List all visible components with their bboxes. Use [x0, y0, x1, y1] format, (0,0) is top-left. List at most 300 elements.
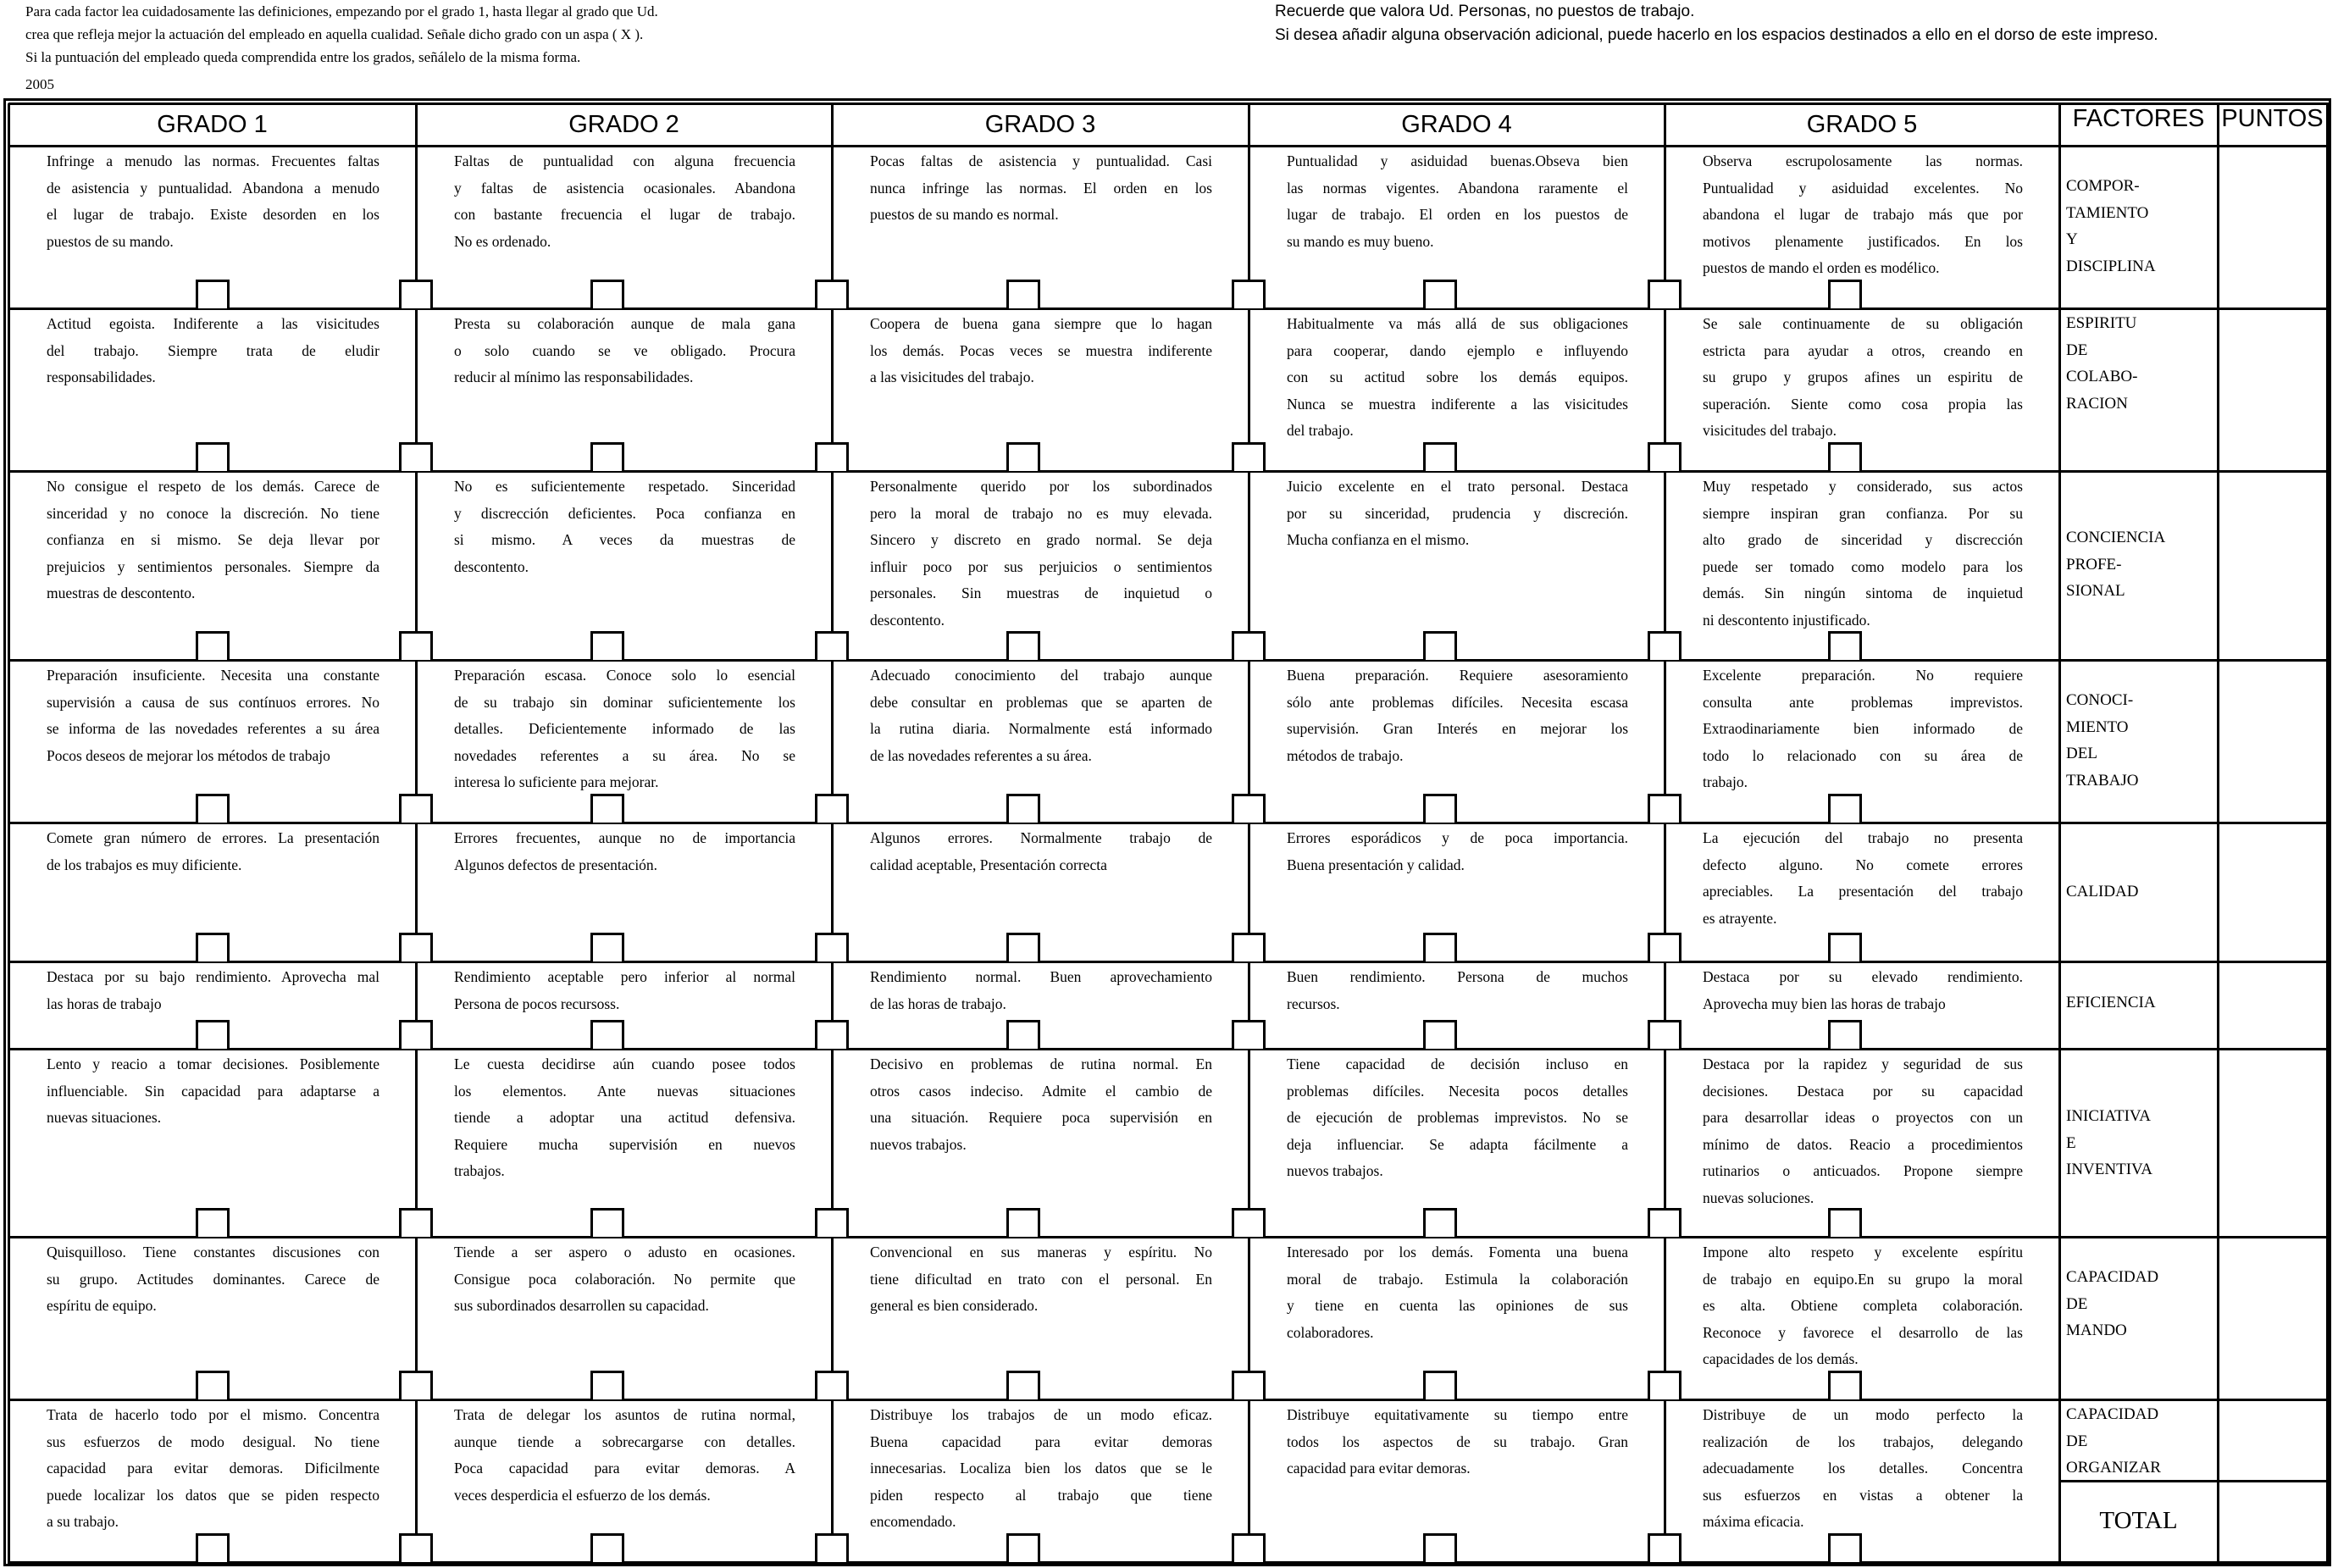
description-line: personales. Sin muestras de inquietud o [870, 585, 1212, 601]
description-line: veces desperdicia el esfuerzo de los demás. [454, 1486, 711, 1504]
description-line: tiende a adoptar una actitud defensiva. [454, 1109, 795, 1126]
grade-checkbox[interactable] [1423, 631, 1457, 660]
description-line: puede ser tomado como modelo para los [1703, 557, 2023, 575]
description-line: todos los aspectos de su trabajo. Gran [1287, 1432, 1628, 1450]
grade-checkbox[interactable] [196, 442, 230, 471]
description-line: muestras de descontento. [47, 585, 196, 601]
description-line: adecuadamente los detalles. Concentra [1703, 1460, 2023, 1477]
description-line: es alta. Obtiene completa colaboración. [1703, 1297, 2023, 1314]
total-label: TOTAL [2099, 1507, 2178, 1534]
grade-description [47, 825, 380, 878]
description-line: Muy respetado y considerado, sus actos [1703, 478, 2023, 495]
grade-checkbox[interactable] [1006, 280, 1040, 308]
grade-description [1287, 825, 1628, 878]
grade-checkbox[interactable] [1828, 1371, 1862, 1399]
grade-checkbox[interactable] [399, 280, 433, 308]
description-line: las normas vigentes. Abandona raramente el [1287, 179, 1628, 197]
row-divider [8, 470, 2329, 473]
description-line: puestos de mando el orden es modélico. [1703, 259, 1940, 276]
description-line: a las visicitudes del trabajo. [870, 368, 1034, 385]
description-line: sus esfuerzos en vistas a obtener la [1703, 1486, 2023, 1504]
factor-label-line: DEL [2066, 745, 2097, 762]
description-line: de las horas de trabajo. [870, 995, 1006, 1012]
grade-checkbox[interactable] [399, 1020, 433, 1049]
grade-checkbox[interactable] [1232, 794, 1266, 823]
grade-checkbox[interactable] [1648, 1208, 1681, 1237]
grade-checkbox[interactable] [1648, 933, 1681, 961]
grade-description [454, 148, 795, 255]
description-line: lugar de trabajo. El orden en los puestos de [1287, 206, 1628, 223]
grade-checkbox[interactable] [1423, 1371, 1457, 1399]
grade-header: GRADO 4 [1401, 111, 1512, 138]
row-divider [8, 822, 2329, 824]
factor-label-line: COLABO- [2066, 368, 2138, 385]
grade-checkbox[interactable] [1648, 631, 1681, 660]
description-line: rutinarios o anticuados. Propone siempre [1703, 1162, 2023, 1179]
description-line: realización de los trabajos, delegando [1703, 1432, 2023, 1450]
puntos-header: PUNTOS [2221, 105, 2324, 132]
grade-checkbox[interactable] [196, 794, 230, 823]
grade-description [454, 825, 795, 878]
grade-checkbox[interactable] [1828, 1020, 1862, 1049]
factor-label [2066, 1103, 2152, 1183]
grade-description [47, 1051, 380, 1132]
grade-checkbox[interactable] [1423, 442, 1457, 471]
grade-checkbox[interactable] [1232, 933, 1266, 961]
row-divider [8, 1048, 2329, 1050]
grade-checkbox[interactable] [399, 933, 433, 961]
description-line: superación. Siente como cosa propia las [1703, 395, 2023, 413]
description-line: Poca capacidad para evitar demoras. A [454, 1460, 795, 1477]
description-line: puede localizar los datos que se piden respecto [47, 1486, 380, 1504]
grade-description [870, 964, 1212, 1017]
grade-header: GRADO 5 [1806, 111, 1918, 138]
grade-checkbox[interactable] [1006, 631, 1040, 660]
grade-description [1703, 662, 2023, 796]
description-line: puestos de su mando es normal. [870, 206, 1059, 223]
grade-checkbox[interactable] [1006, 442, 1040, 471]
grade-checkbox[interactable] [590, 1371, 624, 1399]
description-line: a su trabajo. [47, 1513, 119, 1530]
description-line: Buena capacidad para evitar demoras [870, 1432, 1212, 1450]
description-line: abandona el lugar de trabajo más que por [1703, 206, 2023, 223]
description-line: novedades referentes a su área. No se [454, 746, 795, 764]
description-line: de su trabajo sin dominar suficientemente los [454, 693, 795, 711]
description-line: moral de trabajo. Estimula la colaboración [1287, 1270, 1628, 1288]
grade-checkbox[interactable] [1232, 631, 1266, 660]
instruction-line: crea que refleja mejor la actuación del empleado en aquella cualidad. Señale dicho grado con un aspa ( X ). [25, 26, 644, 42]
description-line: y tiene en cuenta las opiniones de sus [1287, 1297, 1628, 1314]
description-line: Infringe a menudo las normas. Frecuentes faltas [47, 152, 380, 169]
grade-description [1287, 474, 1628, 554]
factor-label-line: MIENTO [2066, 718, 2129, 736]
description-line: Errores esporádicos y de poca importancia. [1287, 829, 1628, 846]
instruction-line: Si la puntuación del empleado queda comprendida entre los grados, señálelo de la misma forma. [25, 49, 581, 65]
grade-checkbox[interactable] [196, 1371, 230, 1399]
description-line: del trabajo. [1287, 422, 1354, 439]
grade-description [47, 1402, 380, 1536]
grade-checkbox[interactable] [1423, 1208, 1457, 1237]
grade-description [454, 964, 795, 1017]
description-line: Rendimiento normal. Buen aprovechamiento [870, 968, 1212, 985]
grade-checkbox[interactable] [590, 442, 624, 471]
description-line: colaboradores. [1287, 1323, 1374, 1341]
grade-checkbox[interactable] [1423, 1533, 1457, 1562]
grade-header: GRADO 1 [157, 111, 268, 138]
column-divider [831, 103, 834, 1564]
grade-description [454, 311, 795, 391]
description-line: sus subordinados desarrollen su capacidad. [454, 1297, 709, 1314]
grade-checkbox[interactable] [1423, 794, 1457, 823]
grade-checkbox[interactable] [815, 794, 849, 823]
grade-checkbox[interactable] [1648, 442, 1681, 471]
description-line: para desarrollar ideas o proyectos con un [1703, 1109, 2023, 1126]
grade-description [870, 662, 1212, 769]
factor-label-line: CONOCI- [2066, 691, 2134, 709]
description-line: Aprovecha muy bien las horas de trabajo [1703, 995, 1946, 1012]
description-line: Rendimiento aceptable pero inferior al normal [454, 968, 795, 985]
description-line: las horas de trabajo [47, 995, 162, 1012]
description-line: nuevos trabajos. [870, 1135, 967, 1153]
factor-label-line: RACION [2066, 394, 2128, 413]
factor-label-line: SIONAL [2066, 582, 2125, 600]
grade-description [1703, 1051, 2023, 1211]
description-line: Requiere mucha supervisión en nuevos [454, 1135, 795, 1153]
description-line: Puntualidad y asiduidad excelentes. No [1703, 179, 2023, 197]
description-line: recursos. [1287, 995, 1340, 1012]
grade-checkbox[interactable] [1232, 280, 1266, 308]
form-year: 2005 [25, 76, 54, 92]
description-line: de asistencia y puntualidad. Abandona a menudo [47, 179, 380, 197]
description-line: Distribuye equitativamente su tiempo entre [1287, 1406, 1628, 1423]
row-divider [8, 103, 2329, 105]
description-line: Nunca se muestra indiferente a las visicitudes [1287, 395, 1628, 413]
grade-description [1703, 1402, 2023, 1536]
factor-label-line: INICIATIVA [2066, 1107, 2151, 1125]
description-line: nuevas soluciones. [1703, 1188, 1814, 1206]
description-line: Convencional en sus maneras y espíritu. No [870, 1244, 1212, 1260]
grade-description [1287, 1239, 1628, 1346]
description-line: descontento. [454, 557, 529, 575]
description-line: del trabajo. Siempre trata de eludir [47, 341, 380, 359]
description-line: Errores frecuentes, aunque no de importancia [454, 829, 795, 846]
description-line: sinceridad y no conoce la discreción. No tiene [47, 504, 380, 522]
grade-checkbox[interactable] [590, 631, 624, 660]
description-line: los demás. Pocas veces se muestra indiferente [870, 341, 1212, 359]
grade-header: GRADO 2 [568, 111, 679, 138]
row-divider [8, 1561, 2329, 1564]
description-line: Coopera de buena gana siempre que lo hagan [870, 315, 1212, 332]
description-line: trabajo. [1703, 773, 1748, 790]
grade-checkbox[interactable] [1006, 1533, 1040, 1562]
description-line: nuevas situaciones. [47, 1109, 162, 1126]
description-line: prejuicios y sentimientos personales. Siempre da [47, 557, 380, 575]
column-divider [2217, 103, 2219, 1564]
grade-checkbox[interactable] [590, 933, 624, 961]
description-line: encomendado. [870, 1513, 956, 1530]
description-line: Actitud egoista. Indiferente a las visicitudes [47, 315, 380, 332]
factor-label-line: DE [2066, 1294, 2088, 1313]
grade-checkbox[interactable] [1006, 1371, 1040, 1399]
row-divider [8, 145, 2329, 147]
grade-checkbox[interactable] [1006, 933, 1040, 961]
factor-label-line: MANDO [2066, 1321, 2127, 1339]
description-line: Buen rendimiento. Persona de muchos [1287, 968, 1628, 985]
factor-label [2066, 1401, 2161, 1482]
grade-checkbox[interactable] [1648, 1533, 1681, 1562]
description-line: Habitualmente va más allá de sus obligaciones [1287, 315, 1628, 332]
description-line: Adecuado conocimiento del trabajo aunque [870, 667, 1212, 684]
grade-checkbox[interactable] [1232, 1208, 1266, 1237]
grade-checkbox[interactable] [1648, 1371, 1681, 1399]
grade-description [47, 1239, 380, 1320]
grade-checkbox[interactable] [399, 1208, 433, 1237]
grade-checkbox[interactable] [590, 1533, 624, 1562]
description-line: máxima eficacia. [1703, 1513, 1804, 1530]
description-line: La ejecución del trabajo no presenta [1703, 829, 2023, 846]
description-line: con bastante frecuencia el lugar de trabajo. [454, 206, 795, 223]
grade-checkbox[interactable] [1006, 794, 1040, 823]
factor-label-line: ORGANIZAR [2066, 1459, 2161, 1477]
grade-checkbox[interactable] [815, 631, 849, 660]
grade-checkbox[interactable] [196, 1208, 230, 1237]
description-line: y discrección deficientes. Poca confianza en [454, 504, 795, 522]
grade-checkbox[interactable] [196, 1533, 230, 1562]
factor-label-line: CAPACIDAD [2066, 1268, 2159, 1286]
description-line: Destaca por su elevado rendimiento. [1703, 968, 2023, 985]
grade-checkbox[interactable] [815, 933, 849, 961]
grade-description [454, 1239, 795, 1320]
grade-checkbox[interactable] [1828, 280, 1862, 308]
description-line: Le cuesta decidirse aún cuando posee todos [454, 1055, 795, 1072]
grade-description [1287, 964, 1628, 1017]
instructions-left [25, 0, 1194, 69]
description-line: la rutina diaria. Normalmente está informado [870, 720, 1212, 737]
grade-checkbox[interactable] [590, 794, 624, 823]
grade-description [1703, 825, 2023, 932]
description-line: motivos plenamente justificados. En los [1703, 232, 2023, 250]
grade-checkbox[interactable] [1828, 631, 1862, 660]
evaluation-grid [8, 103, 2327, 1562]
description-line: Destaca por la rapidez y seguridad de sus [1703, 1055, 2023, 1072]
description-line: reducir al mínimo las responsabilidades. [454, 368, 694, 385]
column-divider [2326, 103, 2329, 1564]
factor-label-line: COMPOR- [2066, 177, 2140, 195]
description-line: supervisión. Gran Interés en mejorar los [1287, 720, 1628, 737]
grade-checkbox[interactable] [590, 1208, 624, 1237]
grade-checkbox[interactable] [196, 933, 230, 961]
factor-label-line: DISCIPLINA [2066, 257, 2156, 275]
grade-checkbox[interactable] [1828, 1208, 1862, 1237]
grade-checkbox[interactable] [590, 280, 624, 308]
column-divider [1248, 103, 1250, 1564]
description-line: No es suficientemente respetado. Sinceridad [454, 478, 795, 495]
description-line: si mismo. A veces da muestras de [454, 531, 795, 548]
description-line: consulta ante problemas imprevistos. [1703, 693, 2023, 711]
description-line: Observa escrupolosamente las normas. [1703, 152, 2023, 169]
description-line: Consigue poca colaboración. No permite que [454, 1270, 795, 1288]
description-line: estricta para ayudar a otros, creando en [1703, 341, 2023, 359]
grade-checkbox[interactable] [815, 1020, 849, 1049]
description-line: visicitudes del trabajo. [1703, 422, 1837, 439]
description-line: Sincero y discreto en grado normal. Se deja [870, 531, 1212, 548]
description-line: todo lo relacionado con su área de [1703, 746, 2023, 764]
description-line: por su sinceridad, prudencia y discreción. [1287, 504, 1628, 522]
grade-description [870, 1402, 1212, 1536]
description-line: los elementos. Ante nuevas situaciones [454, 1082, 795, 1100]
description-line: Reconoce y favorece el desarrollo de las [1703, 1323, 2023, 1341]
grade-description [454, 1402, 795, 1509]
description-line: para cooperar, dando ejemplo e influyendo [1287, 341, 1628, 359]
column-divider [8, 103, 10, 1564]
grade-checkbox[interactable] [1232, 1020, 1266, 1049]
instruction-line: Si desea añadir alguna observación adicional, puede hacerlo en los espacios destinados a ello en el dorso de este impreso. [1275, 26, 2158, 44]
grade-checkbox[interactable] [1232, 442, 1266, 471]
description-line: su mando es muy bueno. [1287, 232, 1434, 250]
grade-description [870, 311, 1212, 391]
grade-checkbox[interactable] [196, 631, 230, 660]
grade-checkbox[interactable] [590, 1020, 624, 1049]
grade-checkbox[interactable] [1006, 1208, 1040, 1237]
description-line: responsabilidades. [47, 368, 156, 385]
description-line: de trabajo en equipo.En su grupo la moral [1703, 1270, 2023, 1288]
description-line: Buena preparación. Requiere asesoramiento [1287, 667, 1628, 684]
grade-checkbox[interactable] [399, 1533, 433, 1562]
description-line: deja influenciar. Se adapta fácilmente a [1287, 1135, 1628, 1153]
grade-description [47, 964, 380, 1017]
grade-description [870, 148, 1212, 229]
description-line: puestos de su mando. [47, 232, 174, 250]
description-line: se informa de las novedades referentes a su área [47, 720, 380, 737]
grade-checkbox[interactable] [1423, 1020, 1457, 1049]
instruction-line: Recuerde que valora Ud. Personas, no puestos de trabajo. [1275, 3, 1695, 20]
factor-label [2066, 310, 2137, 417]
factor-label-line: CALIDAD [2066, 883, 2139, 900]
description-line: otros casos indeciso. Admite el cambio de [870, 1082, 1212, 1100]
description-line: Algunos defectos de presentación. [454, 856, 658, 873]
grade-checkbox[interactable] [1828, 1533, 1862, 1562]
grade-checkbox[interactable] [1232, 1371, 1266, 1399]
row-divider [8, 308, 2329, 310]
description-line: Juicio excelente en el trato personal. Destaca [1287, 478, 1628, 495]
grade-checkbox[interactable] [815, 280, 849, 308]
factor-label-line: DE [2066, 341, 2088, 359]
factores-header: FACTORES [2072, 105, 2205, 132]
column-divider [2058, 103, 2061, 1564]
factor-label-line: ESPIRITU [2066, 314, 2137, 332]
grade-header: GRADO 3 [984, 111, 1096, 138]
row-divider [8, 961, 2329, 963]
description-line: alto grado de sinceridad y discrección [1703, 531, 2023, 548]
factor-label-line: E [2066, 1133, 2076, 1152]
grade-checkbox[interactable] [815, 1208, 849, 1237]
grade-checkbox[interactable] [399, 794, 433, 823]
grade-checkbox[interactable] [815, 1371, 849, 1399]
grade-checkbox[interactable] [399, 1371, 433, 1399]
description-line: capacidades de los demás. [1703, 1350, 1859, 1367]
description-line: el lugar de trabajo. Existe desorden en los [47, 206, 380, 223]
factor-label-line: CONCIENCIA [2066, 529, 2166, 546]
factor-label-line: Y [2066, 230, 2078, 248]
grade-checkbox[interactable] [196, 1020, 230, 1049]
description-line: Destaca por su bajo rendimiento. Aprovecha mal [47, 968, 380, 985]
description-line: Mucha confianza en el mismo. [1287, 531, 1470, 548]
grade-checkbox[interactable] [196, 280, 230, 308]
description-line: Trata de delegar los asuntos de rutina normal, [454, 1406, 795, 1423]
description-line: sólo ante problemas difíciles. Necesita escasa [1287, 693, 1628, 711]
grade-checkbox[interactable] [1423, 933, 1457, 961]
description-line: sus esfuerzos de modo desigual. No tiene [47, 1432, 380, 1450]
description-line: es atrayente. [1703, 909, 1777, 927]
description-line: y faltas de asistencia ocasionales. Abandona [454, 179, 795, 197]
grade-description [870, 474, 1212, 634]
grade-checkbox[interactable] [1232, 1533, 1266, 1562]
factor-label-line: CAPACIDAD [2066, 1405, 2159, 1423]
grade-checkbox[interactable] [1423, 280, 1457, 308]
factor-label-line: DE [2066, 1432, 2088, 1450]
description-line: capacidad para evitar demoras. Dificilmente [47, 1460, 380, 1477]
grade-checkbox[interactable] [815, 1533, 849, 1562]
grade-description [47, 474, 380, 607]
grade-checkbox[interactable] [1828, 794, 1862, 823]
grade-description [47, 311, 380, 391]
description-line: con su actitud sobre los demás equipos. [1287, 368, 1628, 385]
grade-checkbox[interactable] [1828, 442, 1862, 471]
grade-checkbox[interactable] [399, 442, 433, 471]
row-divider [8, 1236, 2329, 1238]
description-line: trabajos. [454, 1162, 505, 1179]
grade-description [1703, 1239, 2023, 1373]
description-line: defecto alguno. No comete errores [1703, 856, 2023, 873]
grade-description [1287, 1051, 1628, 1185]
description-line: general es bien considerado. [870, 1297, 1039, 1314]
grade-checkbox[interactable] [1648, 794, 1681, 823]
grade-description [1287, 662, 1628, 769]
grade-description [1703, 964, 2023, 1017]
description-line: Preparación insuficiente. Necesita una constante [47, 667, 380, 684]
description-line: tiene dificultad en trato con el personal. En [870, 1270, 1212, 1288]
description-line: Personalmente querido por los subordinados [870, 478, 1212, 495]
description-line: mínimo de datos. Reacio a procedimientos [1703, 1135, 2023, 1153]
description-line: supervisión a causa de sus contínuos errores. No [47, 693, 380, 711]
description-line: Pocos deseos de mejorar los métodos de trabajo [47, 746, 330, 764]
description-line: de los trabajos es muy dificiente. [47, 856, 242, 873]
description-line: Buena presentación y calidad. [1287, 856, 1465, 873]
description-line: aunque tiende a sobrecargarse con detalles. [454, 1432, 795, 1450]
description-line: Impone alto respeto y excelente espíritu [1703, 1244, 2023, 1260]
description-line: apreciables. La presentación del trabajo [1703, 883, 2023, 900]
description-line: capacidad para evitar demoras. [1287, 1460, 1471, 1477]
description-line: de las novedades referentes a su área. [870, 746, 1092, 764]
grade-checkbox[interactable] [1648, 1020, 1681, 1049]
column-divider [415, 103, 418, 1564]
grade-checkbox[interactable] [1006, 1020, 1040, 1049]
grade-checkbox[interactable] [1828, 933, 1862, 961]
grade-checkbox[interactable] [399, 631, 433, 660]
grade-description [47, 148, 380, 255]
grade-description [870, 1239, 1212, 1320]
description-line: demás. Sin ningún sintoma de inquietud [1703, 585, 2023, 601]
grade-checkbox[interactable] [1648, 280, 1681, 308]
factor-label [2066, 989, 2156, 1017]
factor-label [2066, 878, 2139, 906]
description-line: Tiene capacidad de decisión incluso en [1287, 1055, 1628, 1072]
factor-label-line: PROFE- [2066, 555, 2122, 573]
description-line: innecesarias. Localiza bien los datos que se le [870, 1460, 1212, 1477]
description-line: Algunos errores. Normalmente trabajo de [870, 829, 1212, 846]
grade-checkbox[interactable] [815, 442, 849, 471]
description-line: Tiende a ser aspero o adusto en ocasiones. [454, 1244, 795, 1260]
